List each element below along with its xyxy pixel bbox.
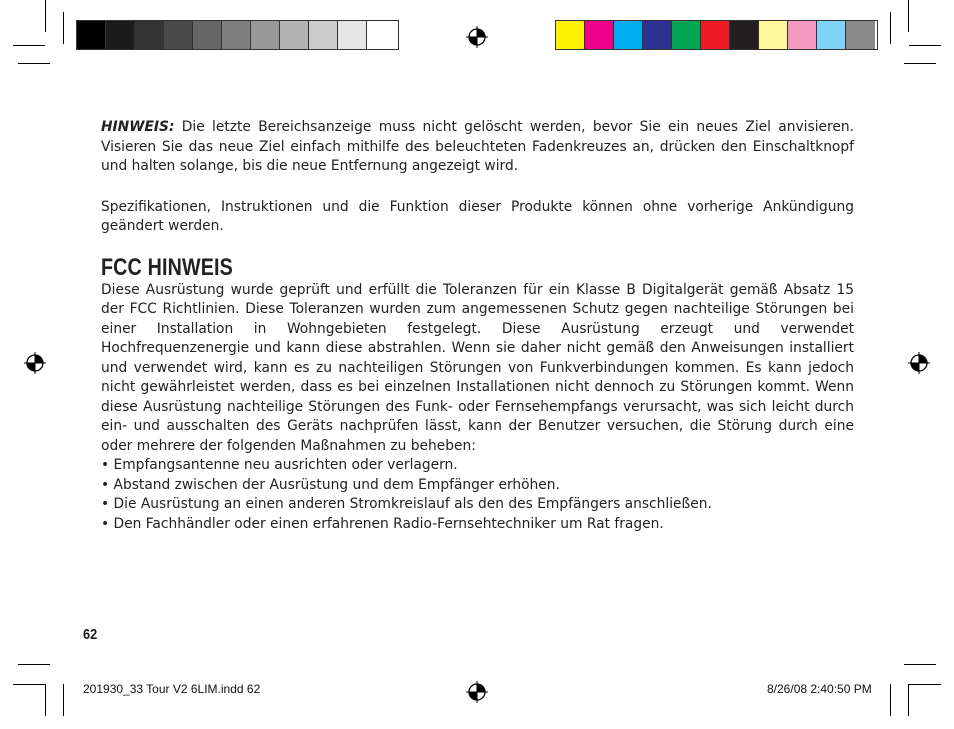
grayscale-color-bar xyxy=(76,20,399,50)
color-swatch xyxy=(106,21,135,49)
fcc-body: Diese Ausrüstung wurde geprüft und erfüllt die Toleranzen für ein Klasse B Digitalgerät gemäß Absatz 15 der FCC Richtlinien. Diese Toleranzen wurden zum angemessenen Schutz gegen nachteilige Störungen bei einer Installation in Wohngebieten festgelegt. Diese Ausrüstung erzeugt und verwendet Hochfrequenzenergie und kann diese abstrahlen. Wenn sie daher nicht gemäß den Anweisungen installiert und verwendet wird, kann es zu nachteiligen Störungen von Funkverbindungen kommen. Es kann jedoch nicht gewährleistet werden, dass es bei einzelnen Installationen nicht dennoch zu Störungen kommt. Wenn diese Ausrüstung nachteilige Störungen des Funk- oder Fernsehempfangs verursacht, was sich leicht durch ein- und ausschalten des Geräts nachprüfen lässt, kann der Benutzer versuchen, die Störung durch eine oder mehrere der folgenden Maßnahmen zu beheben: xyxy=(101,281,854,454)
crop-mark xyxy=(909,45,941,46)
color-swatch xyxy=(585,21,614,49)
crop-mark xyxy=(13,45,45,46)
process-color-bar xyxy=(555,20,878,50)
crop-mark xyxy=(908,684,909,716)
crop-mark xyxy=(904,63,936,64)
registration-mark-icon xyxy=(466,26,488,48)
color-swatch xyxy=(280,21,309,49)
registration-mark-icon xyxy=(24,352,46,374)
list-item: • Die Ausrüstung an einen anderen Stromkreislauf als den des Empfängers anschließen. xyxy=(101,496,712,512)
color-swatch xyxy=(730,21,759,49)
page-content xyxy=(101,118,854,534)
note-text: Die letzte Bereichsanzeige muss nicht gelöscht werden, bevor Sie ein neues Ziel anvisieren. Visieren Sie das neue Ziel einfach mithilfe des beleuchteten Fadenkreuzes an, drücken den Einschaltknopf und halten solange, bis die neue Entfernung angezeigt wird. xyxy=(101,119,854,174)
color-swatch xyxy=(701,21,730,49)
page-number: 62 xyxy=(83,626,98,643)
fcc-bullet-list xyxy=(101,456,854,534)
color-swatch xyxy=(222,21,251,49)
color-swatch xyxy=(759,21,788,49)
crop-mark xyxy=(908,0,909,32)
color-swatch xyxy=(367,21,396,49)
spec-paragraph: Spezifikationen, Instruktionen und die Funktion dieser Produkte können ohne vorherige Ankündigung geändert werden. xyxy=(101,198,854,234)
color-swatch xyxy=(338,21,367,49)
color-swatch xyxy=(556,21,585,49)
crop-mark xyxy=(18,63,50,64)
crop-mark xyxy=(13,684,45,685)
crop-mark xyxy=(909,684,941,685)
crop-mark xyxy=(63,684,64,716)
color-swatch xyxy=(817,21,846,49)
crop-mark xyxy=(18,664,50,665)
slug-file-name: 201930_33 Tour V2 6LIM.indd 62 xyxy=(83,682,261,696)
list-item: • Den Fachhändler oder einen erfahrenen Radio-Fernsehtechniker um Rat fragen. xyxy=(101,515,664,532)
registration-mark-icon xyxy=(908,352,930,374)
list-item: • Empfangsantenne neu ausrichten oder verlagern. xyxy=(101,457,458,473)
color-swatch xyxy=(135,21,164,49)
color-swatch xyxy=(672,21,701,49)
crop-mark xyxy=(904,664,936,665)
color-swatch xyxy=(309,21,338,49)
note-label: HINWEIS: xyxy=(101,119,175,135)
color-swatch xyxy=(614,21,643,49)
note-paragraph xyxy=(101,118,854,177)
color-swatch xyxy=(77,21,106,49)
color-swatch xyxy=(193,21,222,49)
color-swatch xyxy=(643,21,672,49)
list-item: • Abstand zwischen der Ausrüstung und dem Empfänger erhöhen. xyxy=(101,476,560,493)
color-swatch xyxy=(251,21,280,49)
slug-date: 8/26/08 2:40:50 PM xyxy=(767,682,872,696)
crop-mark xyxy=(45,0,46,32)
crop-mark xyxy=(890,684,891,716)
color-swatch xyxy=(846,21,875,49)
crop-mark xyxy=(890,12,891,44)
fcc-heading: FCC HINWEIS xyxy=(101,253,233,281)
color-swatch xyxy=(788,21,817,49)
color-swatch xyxy=(164,21,193,49)
crop-mark xyxy=(63,12,64,44)
crop-mark xyxy=(45,684,46,716)
registration-mark-icon xyxy=(466,681,488,703)
